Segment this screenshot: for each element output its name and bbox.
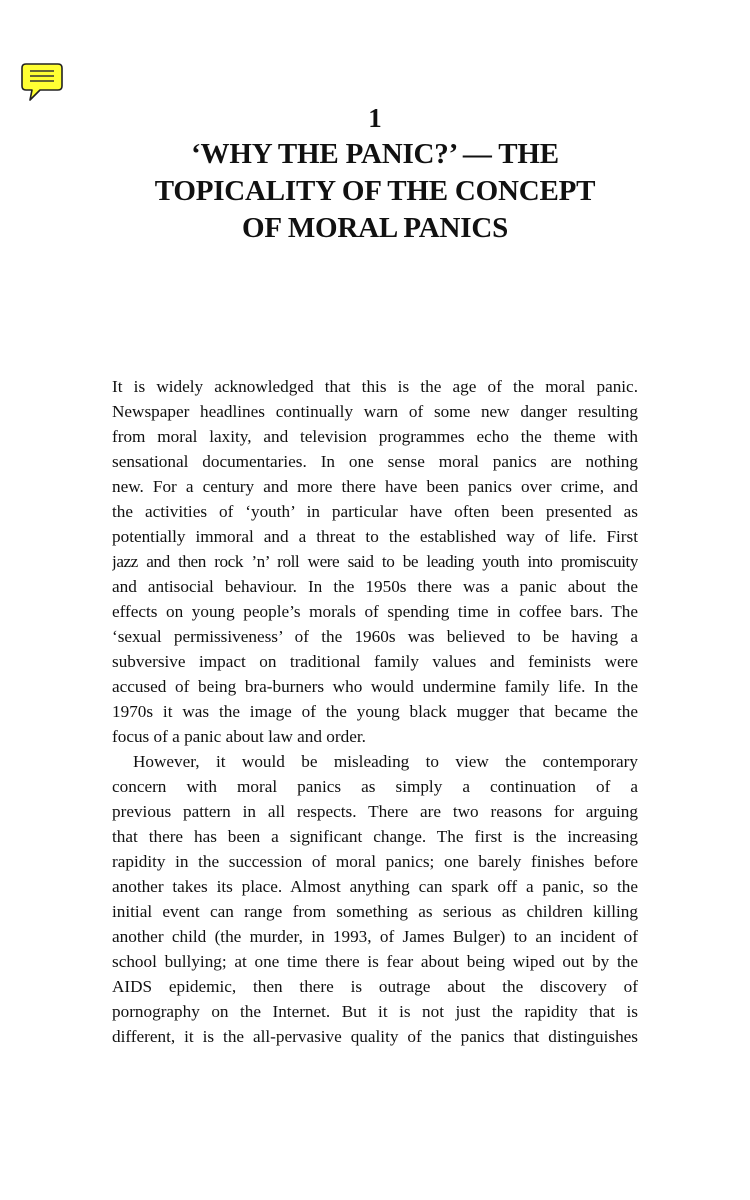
text-line: focus of a panic about law and order.	[112, 727, 366, 746]
chapter-title	[112, 136, 638, 247]
text-line: jazz and then rock ’n’ roll were said to be leading youth into promiscuity	[112, 552, 638, 571]
text-line: different, it is the all-pervasive quality of the panics that distinguishes	[112, 1027, 638, 1046]
text-line: new. For a century and more there have been panics over crime, and	[112, 477, 638, 496]
paragraph	[112, 374, 638, 749]
text-line: AIDS epidemic, then there is outrage about the discovery of	[112, 977, 638, 996]
paragraph	[112, 749, 638, 1049]
text-line: the activities of ‘youth’ in particular have often been presented as	[112, 502, 638, 521]
chapter-heading	[112, 100, 638, 247]
chapter-number: 1	[368, 103, 382, 133]
text-line: initial event can range from something as serious as children killing	[112, 902, 638, 921]
text-line: from moral laxity, and television programmes echo the theme with	[112, 427, 638, 446]
text-line: potentially immoral and a threat to the established way of life. First	[112, 527, 638, 546]
text-line: rapidity in the succession of moral panics; one barely finishes before	[112, 852, 638, 871]
text-line: accused of being bra-burners who would undermine family life. In the	[112, 677, 638, 696]
text-line: 1970s it was the image of the young black mugger that became the	[112, 702, 638, 721]
text-line: pornography on the Internet. But it is not just the rapidity that is	[112, 1002, 638, 1021]
text-line: school bullying; at one time there is fear about being wiped out by the	[112, 952, 638, 971]
chapter-title-line: TOPICALITY OF THE CONCEPT	[154, 175, 596, 207]
text-line: effects on young people’s morals of spending time in coffee bars. The	[112, 602, 638, 621]
text-line: another takes its place. Almost anything can spark off a panic, so the	[112, 877, 638, 896]
text-line: sensational documentaries. In one sense moral panics are nothing	[112, 452, 638, 471]
text-line: It is widely acknowledged that this is the age of the moral panic.	[112, 377, 638, 396]
body-text	[112, 374, 638, 1049]
comment-icon[interactable]	[20, 62, 64, 102]
chapter-title-line: OF MORAL PANICS	[241, 212, 509, 244]
text-line: However, it would be misleading to view the contemporary	[133, 752, 638, 771]
text-line: previous pattern in all respects. There are two reasons for arguing	[112, 802, 638, 821]
text-line: Newspaper headlines continually warn of some new danger resulting	[112, 402, 638, 421]
text-line: concern with moral panics as simply a continuation of a	[112, 777, 638, 796]
text-line: that there has been a significant change. The first is the increasing	[112, 827, 638, 846]
text-line: another child (the murder, in 1993, of James Bulger) to an incident of	[112, 927, 638, 946]
text-line: ‘sexual permissiveness’ of the 1960s was believed to be having a	[112, 627, 638, 646]
text-line: and antisocial behaviour. In the 1950s there was a panic about the	[112, 577, 638, 596]
text-line: subversive impact on traditional family values and feminists were	[112, 652, 638, 671]
chapter-title-line: ‘WHY THE PANIC?’ — THE	[191, 138, 559, 170]
